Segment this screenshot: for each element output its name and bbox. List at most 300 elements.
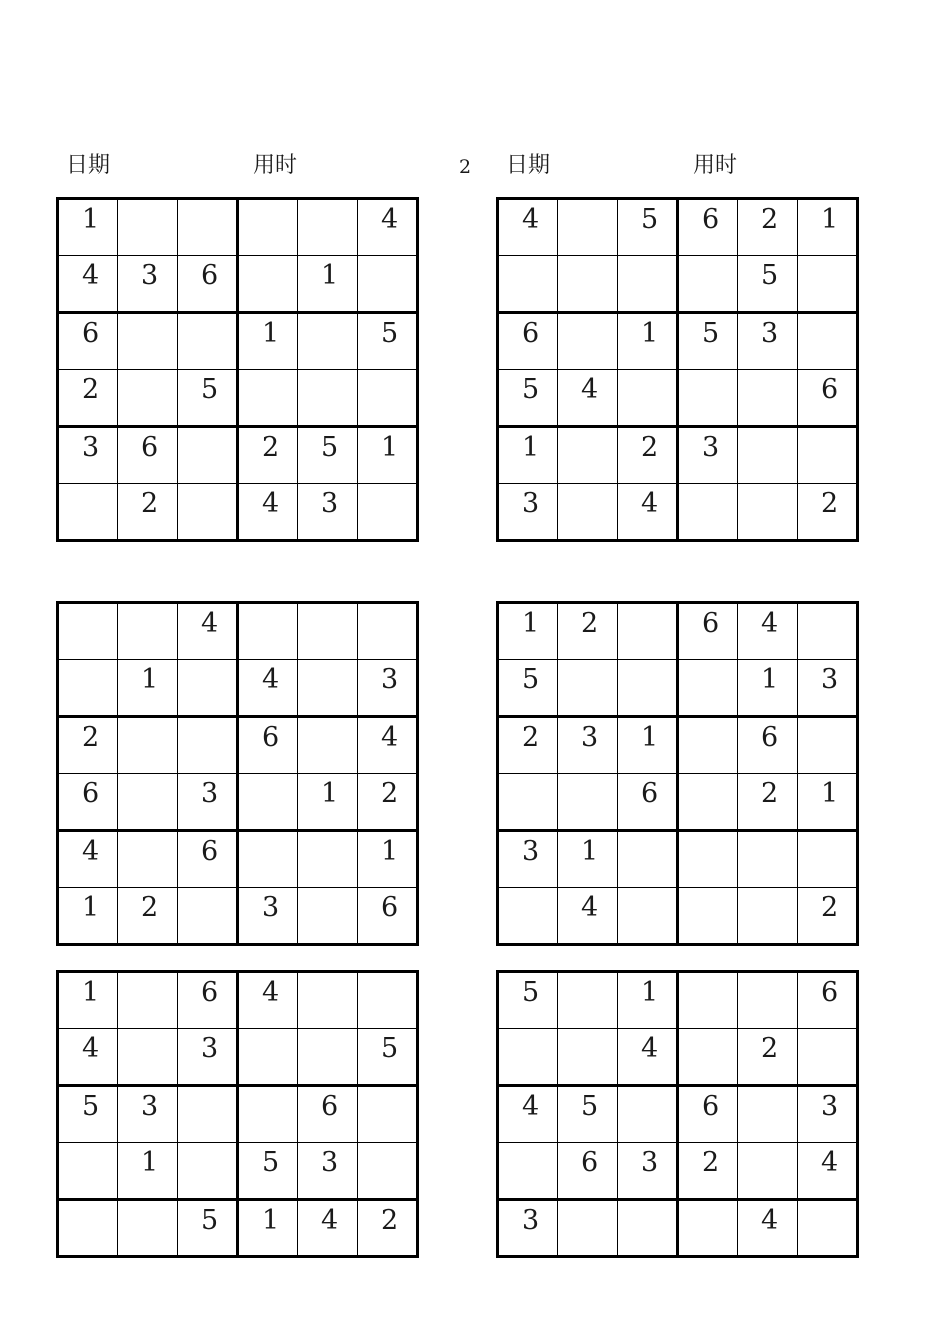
cell-value: 4 xyxy=(641,488,659,519)
grid-cell xyxy=(238,972,298,1029)
grid-cell xyxy=(58,199,118,256)
grid-cell xyxy=(58,660,118,717)
grid-cell xyxy=(58,603,118,660)
cell-value: 4 xyxy=(82,1033,100,1064)
cell-value: 5 xyxy=(522,374,540,405)
grid-cell xyxy=(298,1086,358,1143)
cell-value: 4 xyxy=(761,608,779,639)
grid-cell xyxy=(358,1200,418,1257)
grid-cell xyxy=(178,484,238,541)
cell-value xyxy=(118,718,177,752)
grid-cell xyxy=(358,717,418,774)
grid-cell xyxy=(498,972,558,1029)
grid-cell xyxy=(118,660,178,717)
grid-cell xyxy=(238,660,298,717)
grid-cell xyxy=(798,1086,858,1143)
cell-value: 3 xyxy=(141,260,159,291)
cell-value: 1 xyxy=(821,204,839,235)
grid-cell xyxy=(58,774,118,831)
grid-cell xyxy=(678,972,738,1029)
grid-row xyxy=(58,1086,418,1143)
grid-cell xyxy=(118,313,178,370)
sudoku-grid-5 xyxy=(56,970,419,1258)
cell-value: 2 xyxy=(381,778,399,809)
cell-value xyxy=(798,256,856,290)
grid-cell xyxy=(238,484,298,541)
cell-value xyxy=(738,1087,797,1121)
cell-value: 2 xyxy=(641,432,659,463)
grid-cell xyxy=(178,1029,238,1086)
grid-cell xyxy=(238,831,298,888)
grid-cell xyxy=(558,256,618,313)
cell-value: 2 xyxy=(702,1147,720,1178)
grid-cell xyxy=(558,888,618,945)
cell-value: 2 xyxy=(821,488,839,519)
cell-value xyxy=(798,718,856,752)
grid-cell xyxy=(738,660,798,717)
cell-value xyxy=(118,370,177,404)
grid-cell xyxy=(798,603,858,660)
cell-value: 5 xyxy=(381,318,399,349)
grid-cell xyxy=(178,831,238,888)
grid-cell xyxy=(238,888,298,945)
cell-value: 1 xyxy=(82,977,100,1008)
cell-value xyxy=(118,1201,177,1235)
grid-cell xyxy=(558,717,618,774)
grid-cell xyxy=(118,1200,178,1257)
grid-cell xyxy=(558,484,618,541)
cell-value: 1 xyxy=(321,260,339,291)
cell-value xyxy=(798,604,856,638)
grid-cell xyxy=(358,972,418,1029)
grid-row xyxy=(58,256,418,313)
cell-value xyxy=(118,973,177,1007)
cell-value xyxy=(618,832,676,866)
grid-cell xyxy=(178,256,238,313)
cell-value xyxy=(178,718,236,752)
cell-value: 4 xyxy=(581,892,599,923)
cell-value: 3 xyxy=(581,722,599,753)
grid-row xyxy=(498,888,858,945)
cell-value xyxy=(118,832,177,866)
grid-cell xyxy=(798,484,858,541)
cell-value: 6 xyxy=(522,318,540,349)
cell-value: 1 xyxy=(821,778,839,809)
cell-value xyxy=(298,832,357,866)
cell-value: 4 xyxy=(82,836,100,867)
cell-value: 4 xyxy=(381,722,399,753)
cell-value xyxy=(618,604,676,638)
grid-cell xyxy=(118,1086,178,1143)
grid-cell xyxy=(118,199,178,256)
cell-value: 6 xyxy=(141,432,159,463)
grid-cell xyxy=(558,1200,618,1257)
cell-value: 1 xyxy=(141,1147,159,1178)
page-number: 2 xyxy=(459,156,472,178)
grid-cell xyxy=(178,1143,238,1200)
cell-value: 1 xyxy=(141,664,159,695)
grid-row xyxy=(498,1143,858,1200)
grid-cell xyxy=(358,484,418,541)
cell-value xyxy=(679,718,737,752)
date-label-right: 日期 xyxy=(506,153,551,178)
cell-value xyxy=(358,1087,416,1121)
cell-value: 3 xyxy=(821,664,839,695)
grid-row xyxy=(58,484,418,541)
grid-row xyxy=(58,199,418,256)
cell-value: 4 xyxy=(381,204,399,235)
grid-cell xyxy=(678,603,738,660)
grid-row xyxy=(58,603,418,660)
cell-value xyxy=(239,774,297,808)
cell-value xyxy=(558,428,617,462)
grid-cell xyxy=(618,717,678,774)
grid-cell xyxy=(118,1029,178,1086)
cell-value xyxy=(118,774,177,808)
cell-value xyxy=(59,604,117,638)
cell-value: 1 xyxy=(522,608,540,639)
cell-value xyxy=(499,256,557,290)
cell-value: 3 xyxy=(702,432,720,463)
cell-value: 3 xyxy=(522,1205,540,1236)
grid-cell xyxy=(58,427,118,484)
cell-value: 6 xyxy=(761,722,779,753)
cell-value xyxy=(59,484,117,518)
grid-cell xyxy=(558,1029,618,1086)
grid-cell xyxy=(118,888,178,945)
cell-value: 2 xyxy=(381,1205,399,1236)
grid-cell xyxy=(798,972,858,1029)
grid-cell xyxy=(298,972,358,1029)
grid-cell xyxy=(58,1143,118,1200)
cell-value: 5 xyxy=(201,374,219,405)
cell-value: 5 xyxy=(522,977,540,1008)
grid-cell xyxy=(178,603,238,660)
cell-value: 1 xyxy=(381,836,399,867)
grid-cell xyxy=(178,427,238,484)
cell-value xyxy=(178,314,236,348)
cell-value: 2 xyxy=(141,488,159,519)
grid-row xyxy=(58,888,418,945)
cell-value: 3 xyxy=(82,432,100,463)
cell-value: 6 xyxy=(201,260,219,291)
cell-value xyxy=(298,660,357,694)
grid-cell xyxy=(498,1200,558,1257)
grid-cell xyxy=(498,427,558,484)
grid-row xyxy=(58,427,418,484)
grid-cell xyxy=(798,427,858,484)
grid-cell xyxy=(298,313,358,370)
grid-cell xyxy=(358,1086,418,1143)
cell-value: 1 xyxy=(262,318,280,349)
grid-cell xyxy=(738,427,798,484)
grid-cell xyxy=(358,427,418,484)
cell-value xyxy=(558,1029,617,1063)
grid-cell xyxy=(298,256,358,313)
cell-value: 2 xyxy=(141,892,159,923)
cell-value: 3 xyxy=(641,1147,659,1178)
cell-value xyxy=(239,200,297,234)
cell-value: 2 xyxy=(262,432,280,463)
cell-value xyxy=(558,200,617,234)
cell-value xyxy=(499,1143,557,1177)
cell-value xyxy=(239,370,297,404)
cell-value xyxy=(358,484,416,518)
grid-cell xyxy=(618,603,678,660)
grid-cell xyxy=(498,1086,558,1143)
date-label-left: 日期 xyxy=(66,153,111,178)
cell-value: 6 xyxy=(702,1091,720,1122)
grid-cell xyxy=(238,774,298,831)
cell-value xyxy=(59,660,117,694)
grid-cell xyxy=(558,1086,618,1143)
grid-cell xyxy=(298,717,358,774)
grid-cell xyxy=(498,370,558,427)
cell-value: 5 xyxy=(82,1091,100,1122)
cell-value xyxy=(798,314,856,348)
cell-value xyxy=(178,1143,236,1177)
cell-value: 5 xyxy=(262,1147,280,1178)
sudoku-grid-2 xyxy=(496,197,859,542)
cell-value xyxy=(798,1029,856,1063)
cell-value: 2 xyxy=(82,722,100,753)
cell-value: 2 xyxy=(821,892,839,923)
grid-cell xyxy=(58,256,118,313)
grid-cell xyxy=(738,199,798,256)
grid-cell xyxy=(238,1086,298,1143)
grid-row xyxy=(58,972,418,1029)
cell-value xyxy=(118,1029,177,1063)
grid-cell xyxy=(298,1200,358,1257)
cell-value xyxy=(239,1087,297,1121)
grid-row xyxy=(58,717,418,774)
grid-cell xyxy=(738,972,798,1029)
cell-value: 1 xyxy=(82,892,100,923)
grid-cell xyxy=(238,370,298,427)
grid-cell xyxy=(498,888,558,945)
cell-value xyxy=(558,256,617,290)
grid-cell xyxy=(298,660,358,717)
grid-cell xyxy=(798,660,858,717)
grid-cell xyxy=(678,717,738,774)
cell-value xyxy=(738,1143,797,1177)
grid-cell xyxy=(498,717,558,774)
grid-cell xyxy=(118,370,178,427)
grid-cell xyxy=(58,717,118,774)
grid-cell xyxy=(298,1029,358,1086)
cell-value: 6 xyxy=(641,778,659,809)
cell-value: 1 xyxy=(641,722,659,753)
cell-value xyxy=(679,370,737,404)
grid-cell xyxy=(238,1143,298,1200)
grid-cell xyxy=(498,660,558,717)
cell-value xyxy=(358,604,416,638)
grid-cell xyxy=(178,888,238,945)
grid-row xyxy=(498,256,858,313)
grid-cell xyxy=(238,256,298,313)
cell-value xyxy=(618,370,676,404)
cell-value xyxy=(558,1201,617,1235)
grid-cell xyxy=(178,313,238,370)
grid-cell xyxy=(178,370,238,427)
grid-cell xyxy=(618,660,678,717)
grid-cell xyxy=(678,1143,738,1200)
cell-value: 4 xyxy=(581,374,599,405)
grid-cell xyxy=(358,831,418,888)
cell-value xyxy=(558,314,617,348)
cell-value: 6 xyxy=(82,318,100,349)
grid-row xyxy=(498,1086,858,1143)
grid-cell xyxy=(558,313,618,370)
grid-cell xyxy=(58,888,118,945)
cell-value xyxy=(558,774,617,808)
cell-value xyxy=(679,832,737,866)
cell-value xyxy=(239,604,297,638)
cell-value: 4 xyxy=(522,1091,540,1122)
grid-row xyxy=(498,313,858,370)
cell-value: 2 xyxy=(761,778,779,809)
cell-value xyxy=(618,256,676,290)
cell-value xyxy=(679,1029,737,1063)
grid-row xyxy=(498,1200,858,1257)
grid-cell xyxy=(618,256,678,313)
cell-value xyxy=(679,660,737,694)
cell-value xyxy=(59,1201,117,1235)
grid-cell xyxy=(558,370,618,427)
grid-cell xyxy=(498,256,558,313)
grid-cell xyxy=(678,370,738,427)
cell-value: 3 xyxy=(201,778,219,809)
cell-value: 4 xyxy=(262,664,280,695)
cell-value xyxy=(679,888,737,922)
cell-value xyxy=(358,973,416,1007)
cell-value xyxy=(298,604,357,638)
grid-cell xyxy=(178,972,238,1029)
cell-value: 1 xyxy=(522,432,540,463)
grid-cell xyxy=(498,484,558,541)
cell-value xyxy=(178,660,236,694)
cell-value: 1 xyxy=(321,778,339,809)
cell-value: 2 xyxy=(82,374,100,405)
grid-cell xyxy=(118,603,178,660)
grid-cell xyxy=(178,199,238,256)
grid-cell xyxy=(678,774,738,831)
cell-value xyxy=(679,774,737,808)
grid-cell xyxy=(618,1143,678,1200)
cell-value xyxy=(679,256,737,290)
cell-value xyxy=(358,370,416,404)
cell-value: 1 xyxy=(761,664,779,695)
grid-cell xyxy=(358,370,418,427)
sudoku-grid-6 xyxy=(496,970,859,1258)
grid-cell xyxy=(298,484,358,541)
cell-value: 6 xyxy=(201,977,219,1008)
grid-cell xyxy=(498,831,558,888)
grid-cell xyxy=(618,427,678,484)
cell-value xyxy=(798,428,856,462)
grid-cell xyxy=(738,484,798,541)
grid-cell xyxy=(618,888,678,945)
cell-value: 3 xyxy=(201,1033,219,1064)
cell-value xyxy=(298,888,357,922)
cell-value xyxy=(499,774,557,808)
grid-cell xyxy=(58,831,118,888)
grid-row xyxy=(498,660,858,717)
grid-cell xyxy=(798,313,858,370)
grid-cell xyxy=(178,1200,238,1257)
cell-value: 4 xyxy=(761,1205,779,1236)
grid-cell xyxy=(178,717,238,774)
cell-value xyxy=(499,888,557,922)
cell-value xyxy=(798,1201,856,1235)
grid-cell xyxy=(118,774,178,831)
grid-cell xyxy=(618,831,678,888)
cell-value xyxy=(239,1029,297,1063)
cell-value xyxy=(738,973,797,1007)
cell-value xyxy=(118,314,177,348)
grid-cell xyxy=(238,1029,298,1086)
grid-cell xyxy=(618,199,678,256)
grid-cell xyxy=(798,256,858,313)
grid-cell xyxy=(118,256,178,313)
grid-cell xyxy=(678,1029,738,1086)
cell-value: 3 xyxy=(262,892,280,923)
grid-cell xyxy=(678,199,738,256)
cell-value: 3 xyxy=(761,318,779,349)
cell-value xyxy=(738,888,797,922)
cell-value xyxy=(298,314,357,348)
cell-value: 5 xyxy=(321,432,339,463)
grid-cell xyxy=(618,313,678,370)
grid-cell xyxy=(358,256,418,313)
grid-cell xyxy=(678,313,738,370)
cell-value: 3 xyxy=(522,488,540,519)
cell-value: 5 xyxy=(761,260,779,291)
cell-value xyxy=(618,660,676,694)
grid-cell xyxy=(238,1200,298,1257)
cell-value: 1 xyxy=(641,977,659,1008)
grid-cell xyxy=(678,660,738,717)
grid-row xyxy=(498,484,858,541)
grid-cell xyxy=(798,717,858,774)
grid-cell xyxy=(298,831,358,888)
grid-cell xyxy=(738,256,798,313)
grid-cell xyxy=(798,1029,858,1086)
grid-cell xyxy=(238,313,298,370)
grid-cell xyxy=(558,660,618,717)
grid-cell xyxy=(738,603,798,660)
grid-cell xyxy=(618,370,678,427)
cell-value: 5 xyxy=(702,318,720,349)
cell-value xyxy=(679,1201,737,1235)
grid-cell xyxy=(58,484,118,541)
cell-value: 4 xyxy=(321,1205,339,1236)
grid-cell xyxy=(558,603,618,660)
grid-cell xyxy=(498,603,558,660)
cell-value: 1 xyxy=(262,1205,280,1236)
cell-value: 1 xyxy=(381,432,399,463)
cell-value xyxy=(738,484,797,518)
sudoku-grid-1 xyxy=(56,197,419,542)
cell-value: 4 xyxy=(262,977,280,1008)
grid-cell xyxy=(738,370,798,427)
grid-cell xyxy=(558,972,618,1029)
grid-cell xyxy=(558,1143,618,1200)
cell-value xyxy=(618,1201,676,1235)
grid-cell xyxy=(118,1143,178,1200)
grid-cell xyxy=(358,313,418,370)
cell-value: 4 xyxy=(201,608,219,639)
